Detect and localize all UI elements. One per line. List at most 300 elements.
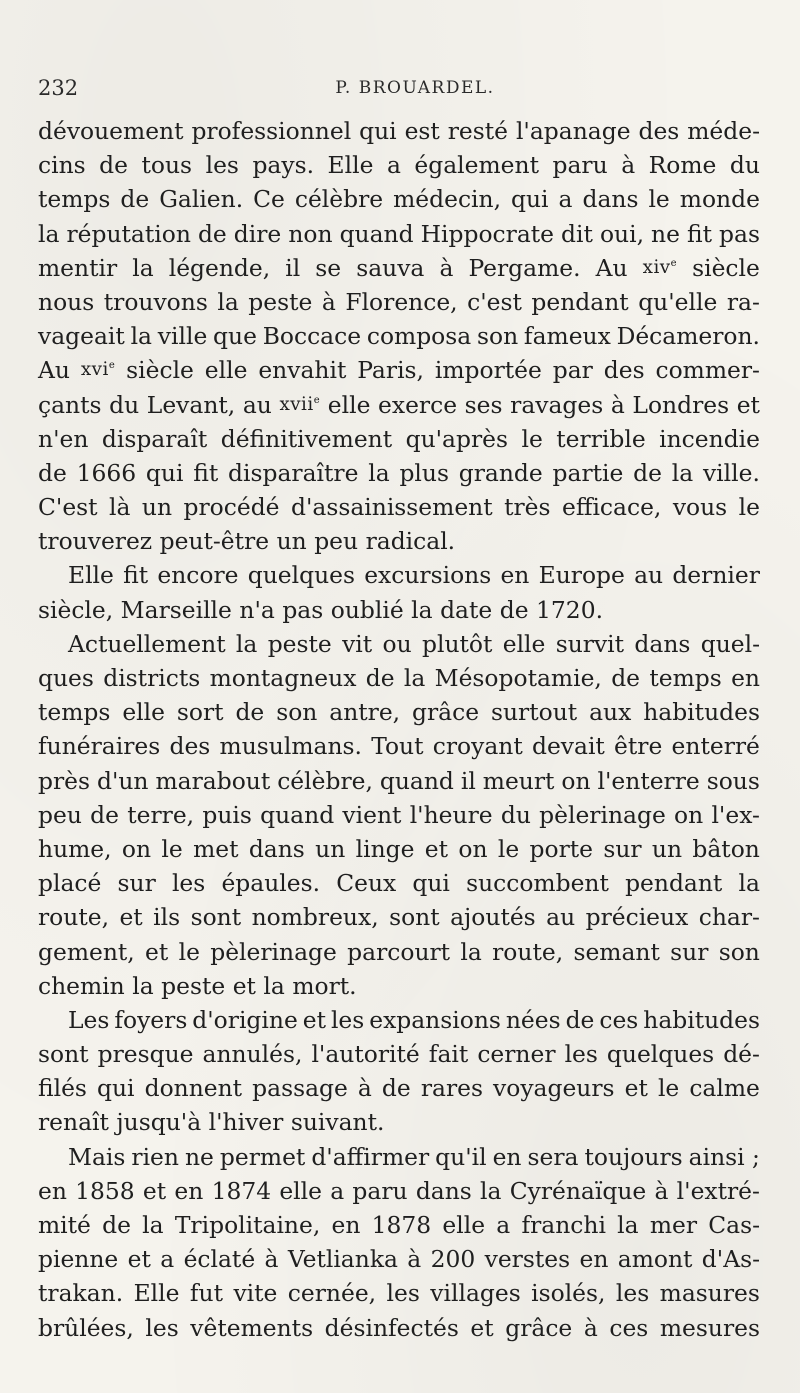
word: dé- — [723, 1040, 760, 1069]
word: met — [193, 834, 239, 863]
word: procédé — [183, 493, 280, 522]
word: antre, — [329, 698, 401, 727]
word: elle — [327, 390, 371, 419]
word: radical. — [365, 527, 456, 556]
word: désinfectés — [324, 1313, 459, 1342]
text-line — [38, 969, 760, 1003]
body-text — [38, 114, 760, 1345]
word: enterré — [671, 732, 760, 761]
word: de — [120, 185, 150, 214]
word: ces — [609, 1313, 649, 1342]
word: à — [621, 151, 636, 180]
word: de — [611, 664, 641, 692]
word: la — [368, 458, 390, 487]
word: à — [321, 287, 336, 316]
word: a — [160, 1245, 175, 1274]
word: dit — [561, 219, 593, 248]
word: Les — [68, 1005, 110, 1034]
text-line — [38, 764, 760, 798]
word: qui — [511, 185, 549, 214]
word: vite — [233, 1279, 278, 1308]
word: peut-être — [159, 527, 270, 556]
word: peu — [38, 800, 82, 829]
word: pas — [719, 219, 760, 248]
word: ces — [599, 1005, 639, 1034]
word: du — [500, 800, 531, 829]
text-line — [38, 422, 760, 456]
word: dévouement — [38, 117, 184, 145]
word: ils — [153, 903, 181, 932]
word: d'As- — [701, 1245, 760, 1274]
word: l'enterre — [597, 766, 700, 795]
word: siècle — [692, 253, 760, 282]
text-line — [38, 217, 760, 251]
word: l'apanage — [515, 117, 631, 145]
word: composa — [366, 322, 472, 351]
word: pèlerinage — [539, 800, 666, 829]
word: Londres — [632, 390, 730, 419]
word: Pergame. — [468, 253, 581, 282]
word: d'origine — [192, 1005, 298, 1034]
word: c'est — [467, 287, 522, 316]
word: professionnel — [191, 117, 352, 145]
text-line — [38, 148, 760, 182]
word: méde- — [687, 117, 760, 145]
word: fit — [193, 458, 219, 487]
word: dire — [233, 219, 282, 248]
word: rares — [420, 1074, 483, 1103]
word: le — [497, 834, 520, 863]
word: districts — [103, 664, 201, 692]
word: xvii$^e$ — [279, 393, 321, 415]
word: les — [386, 1279, 420, 1308]
word: également — [414, 151, 539, 180]
word: Vetlianka — [287, 1245, 398, 1274]
word: la — [130, 322, 153, 351]
word: et — [302, 1005, 326, 1034]
word: l'heure — [409, 800, 493, 829]
word: toujours — [584, 1142, 683, 1171]
word: l'extré- — [676, 1176, 760, 1205]
word: quel- — [700, 629, 760, 658]
word: peste — [161, 971, 226, 1000]
word: xvi$^e$ — [80, 359, 116, 381]
word: brûlées, — [38, 1313, 134, 1342]
word: pays. — [252, 151, 315, 180]
word: fit — [687, 219, 713, 248]
word: Elle — [68, 561, 114, 590]
word: villages — [430, 1279, 521, 1308]
word: pendant — [625, 869, 723, 898]
word: le — [657, 1074, 680, 1103]
word: Cyrénaïque — [509, 1176, 647, 1205]
word: xiv$^e$ — [642, 256, 678, 278]
word: mort. — [292, 971, 357, 1000]
word: 1874 — [211, 1176, 272, 1205]
text-line — [38, 798, 760, 832]
word: fit — [123, 561, 149, 590]
word: les — [330, 1005, 365, 1034]
word: 200 — [430, 1245, 476, 1274]
text-line — [38, 593, 760, 627]
word: 1858 — [75, 1176, 135, 1205]
word: la — [480, 1176, 502, 1205]
word: la — [217, 287, 239, 316]
text-line — [38, 182, 760, 216]
word: la — [132, 971, 154, 1000]
word: on — [121, 834, 152, 863]
word: l'autorité — [311, 1040, 420, 1069]
word: être — [614, 732, 663, 761]
word: annulés, — [202, 1040, 303, 1069]
word: son — [276, 698, 318, 727]
word: çants — [38, 390, 102, 419]
text-line — [38, 319, 760, 353]
word: et — [470, 1313, 494, 1342]
text-line — [38, 832, 760, 866]
word: excursions — [364, 561, 492, 590]
text-line — [38, 490, 760, 524]
word: meurt — [482, 766, 555, 795]
word: ville — [157, 322, 208, 351]
word: survit — [555, 629, 625, 658]
word: son — [718, 937, 760, 966]
word: Elle — [327, 151, 374, 180]
word: ajoutés — [450, 903, 536, 932]
word: temps — [38, 698, 111, 727]
word: l'hiver — [208, 1108, 284, 1137]
word: épaules. — [221, 869, 321, 898]
word: siècle, — [38, 595, 114, 624]
word: encore — [157, 561, 239, 590]
word: voyageurs — [493, 1074, 615, 1103]
word: son — [476, 322, 519, 351]
word: Levant, — [146, 390, 236, 419]
text-line — [38, 866, 760, 900]
word: dernier — [672, 561, 760, 590]
word: plus — [399, 458, 449, 487]
word: semant — [573, 937, 660, 966]
word: Ce — [253, 185, 285, 214]
word: presque — [97, 1040, 194, 1069]
word: des — [169, 732, 211, 761]
word: hume, — [38, 834, 112, 863]
word: les — [615, 1279, 650, 1308]
word: franchi — [521, 1211, 606, 1239]
word: d'assainissement — [290, 493, 493, 522]
word: partie — [552, 458, 624, 487]
text-line — [38, 114, 760, 148]
word: disparaître — [228, 458, 359, 487]
word: fameux — [523, 322, 611, 351]
word: trakan. — [38, 1279, 124, 1308]
word: ainsi ; — [688, 1142, 760, 1171]
word: nées — [505, 1005, 561, 1034]
word: en — [174, 1176, 204, 1205]
word: fait — [428, 1040, 469, 1069]
word: incendie — [659, 424, 760, 453]
word: plutôt — [422, 629, 493, 658]
word: elle — [122, 698, 165, 727]
word: chemin — [38, 971, 125, 1000]
word: 1878 — [371, 1211, 432, 1239]
word: C'est — [38, 493, 98, 522]
word: a — [330, 1176, 345, 1205]
word: et — [232, 971, 256, 1000]
word: au — [546, 903, 576, 932]
word: puis — [202, 800, 252, 829]
word: peste — [248, 287, 313, 316]
word: il — [285, 253, 301, 282]
word: pèlerinage — [210, 937, 337, 966]
word: à — [439, 253, 454, 282]
word: ou — [382, 629, 412, 658]
word: oublié — [330, 595, 404, 624]
word: ravages — [510, 390, 604, 419]
word: de — [381, 1074, 411, 1103]
word: quand — [379, 766, 454, 795]
text-line — [38, 1003, 760, 1037]
word: pienne — [38, 1245, 119, 1274]
word: funéraires — [38, 732, 161, 761]
word: jusqu'à — [116, 1108, 202, 1137]
word: qu'il — [435, 1142, 487, 1171]
word: en — [38, 1176, 67, 1205]
text-line — [38, 285, 760, 319]
word: temps — [649, 664, 722, 692]
word: placé — [38, 869, 102, 898]
word: au — [634, 561, 664, 590]
word: tous — [141, 151, 193, 180]
word: la — [263, 971, 285, 1000]
word: non — [288, 219, 333, 248]
word: est — [404, 117, 440, 145]
text-line — [38, 1174, 760, 1208]
word: le — [648, 185, 670, 214]
word: quand — [260, 800, 335, 829]
word: de — [565, 1005, 595, 1034]
word: de — [99, 151, 128, 180]
word: Actuellement — [68, 629, 226, 658]
word: Europe — [538, 561, 625, 590]
word: en — [731, 664, 760, 692]
text-line — [38, 1208, 760, 1242]
word: Tripolitaine, — [174, 1211, 321, 1239]
word: l'ex- — [711, 800, 760, 829]
word: ne — [651, 219, 680, 248]
word: sous — [706, 766, 760, 795]
text-line — [38, 1242, 760, 1276]
text-line — [38, 456, 760, 490]
word: bâton — [692, 834, 760, 863]
text-line — [38, 353, 760, 387]
word: peste — [267, 629, 332, 658]
word: en — [500, 561, 530, 590]
word: sauva — [356, 253, 425, 282]
word: oui, — [599, 219, 645, 248]
word: Marseille — [120, 595, 232, 624]
word: Mais — [68, 1142, 126, 1171]
word: ra- — [726, 287, 760, 316]
text-line — [38, 558, 760, 592]
word: des — [603, 356, 645, 385]
word: rien — [131, 1142, 179, 1171]
word: de — [38, 458, 67, 487]
word: pas — [282, 595, 324, 624]
word: on — [561, 766, 591, 795]
word: a — [558, 185, 573, 214]
word: médecin, — [393, 185, 502, 214]
word: vageait — [38, 322, 125, 351]
word: de — [365, 664, 395, 692]
word: renaît — [38, 1108, 109, 1137]
word: dans — [248, 834, 305, 863]
word: parcourt — [347, 937, 451, 966]
word: siècle — [126, 356, 194, 385]
text-line — [38, 695, 760, 729]
word: la — [738, 869, 760, 898]
word: fut — [189, 1279, 224, 1308]
word: suivant. — [290, 1108, 385, 1137]
word: habitudes — [643, 698, 760, 727]
word: à — [407, 1245, 422, 1274]
word: définitivement — [220, 424, 393, 453]
word: foyers — [114, 1005, 188, 1034]
word: Paris, — [357, 356, 424, 385]
text-line — [38, 251, 760, 285]
word: montagneux — [209, 664, 357, 692]
word: d'un — [96, 766, 149, 795]
word: donnent — [144, 1074, 243, 1103]
word: quand — [339, 219, 414, 248]
word: elle — [442, 1211, 486, 1239]
text-line — [38, 1276, 760, 1310]
word: la — [142, 1211, 164, 1239]
word: verstes — [484, 1245, 571, 1274]
word: Rome — [648, 151, 717, 180]
word: amont — [617, 1245, 693, 1274]
word: paru — [352, 1176, 408, 1205]
word: de — [102, 1211, 131, 1239]
text-line — [38, 935, 760, 969]
word: du — [109, 390, 140, 419]
word: un — [276, 527, 307, 556]
word: près — [38, 766, 91, 795]
word: expansions — [369, 1005, 501, 1034]
word: exerce — [378, 390, 458, 419]
text-line — [38, 729, 760, 763]
word: ques — [38, 664, 94, 692]
word: dans — [415, 1176, 472, 1205]
word: route, — [38, 903, 110, 932]
superscript: e — [313, 394, 321, 406]
word: filés — [38, 1074, 87, 1103]
word: marabout — [155, 766, 271, 795]
word: ville. — [702, 458, 760, 487]
word: qui — [145, 458, 184, 487]
text-line — [38, 1311, 760, 1345]
word: ses — [464, 390, 503, 419]
word: précieux — [585, 903, 689, 932]
word: célèbre — [294, 185, 384, 214]
word: qu'elle — [638, 287, 718, 316]
word: terre, — [127, 800, 195, 829]
word: sont — [38, 1040, 89, 1069]
word: et — [127, 1245, 151, 1274]
word: la — [460, 937, 482, 966]
word: a — [386, 151, 401, 180]
word: masures — [659, 1279, 760, 1308]
word: musulmans. — [219, 732, 362, 761]
word: en — [579, 1245, 609, 1274]
word: quelques — [247, 561, 355, 590]
word: habitudes — [643, 1005, 760, 1034]
word: la — [132, 253, 154, 282]
word: peu — [314, 527, 359, 556]
word: en — [492, 1142, 522, 1171]
word: calme — [689, 1074, 760, 1103]
word: nous — [38, 287, 95, 316]
word: char- — [698, 903, 760, 932]
word: on — [674, 800, 704, 829]
word: un — [315, 834, 346, 863]
text-line — [38, 1037, 760, 1071]
word: resté — [447, 117, 509, 145]
word: dans — [582, 185, 639, 214]
word: pendant — [531, 287, 629, 316]
word: n'en — [38, 424, 89, 453]
word: envahit — [258, 356, 347, 385]
word: qui — [97, 1074, 135, 1103]
word: terrible — [556, 424, 646, 453]
word: cerner — [477, 1040, 556, 1069]
word: sur — [117, 869, 156, 898]
word: sur — [603, 834, 642, 863]
word: de — [499, 595, 529, 624]
word: mité — [38, 1211, 91, 1239]
word: là — [109, 493, 131, 522]
word: éclaté — [183, 1245, 256, 1274]
word: et — [142, 1176, 167, 1205]
word: n'a — [239, 595, 275, 624]
word: a — [496, 1211, 511, 1239]
word: et — [624, 1074, 648, 1103]
word: cins — [38, 151, 86, 180]
word: Elle — [133, 1279, 180, 1308]
word: grâce — [412, 698, 480, 727]
word: ne — [184, 1142, 214, 1171]
word: à — [357, 1074, 372, 1103]
word: vous — [672, 493, 728, 522]
word: sont — [389, 903, 440, 932]
word: commer- — [655, 356, 760, 385]
text-line — [38, 1105, 760, 1139]
word: elle — [502, 629, 546, 658]
word: de — [633, 458, 662, 487]
word: Florence, — [345, 287, 458, 316]
word: temps — [38, 185, 111, 214]
text-line — [38, 1071, 760, 1105]
word: la — [411, 595, 433, 624]
word: passage — [252, 1074, 348, 1103]
word: mer — [649, 1211, 698, 1239]
text-line — [38, 388, 760, 422]
word: mentir — [38, 253, 118, 282]
running-head: P. BROUARDEL. — [335, 78, 495, 98]
word: réputation — [66, 219, 191, 248]
word: très — [504, 493, 551, 522]
word: la — [617, 1211, 639, 1239]
